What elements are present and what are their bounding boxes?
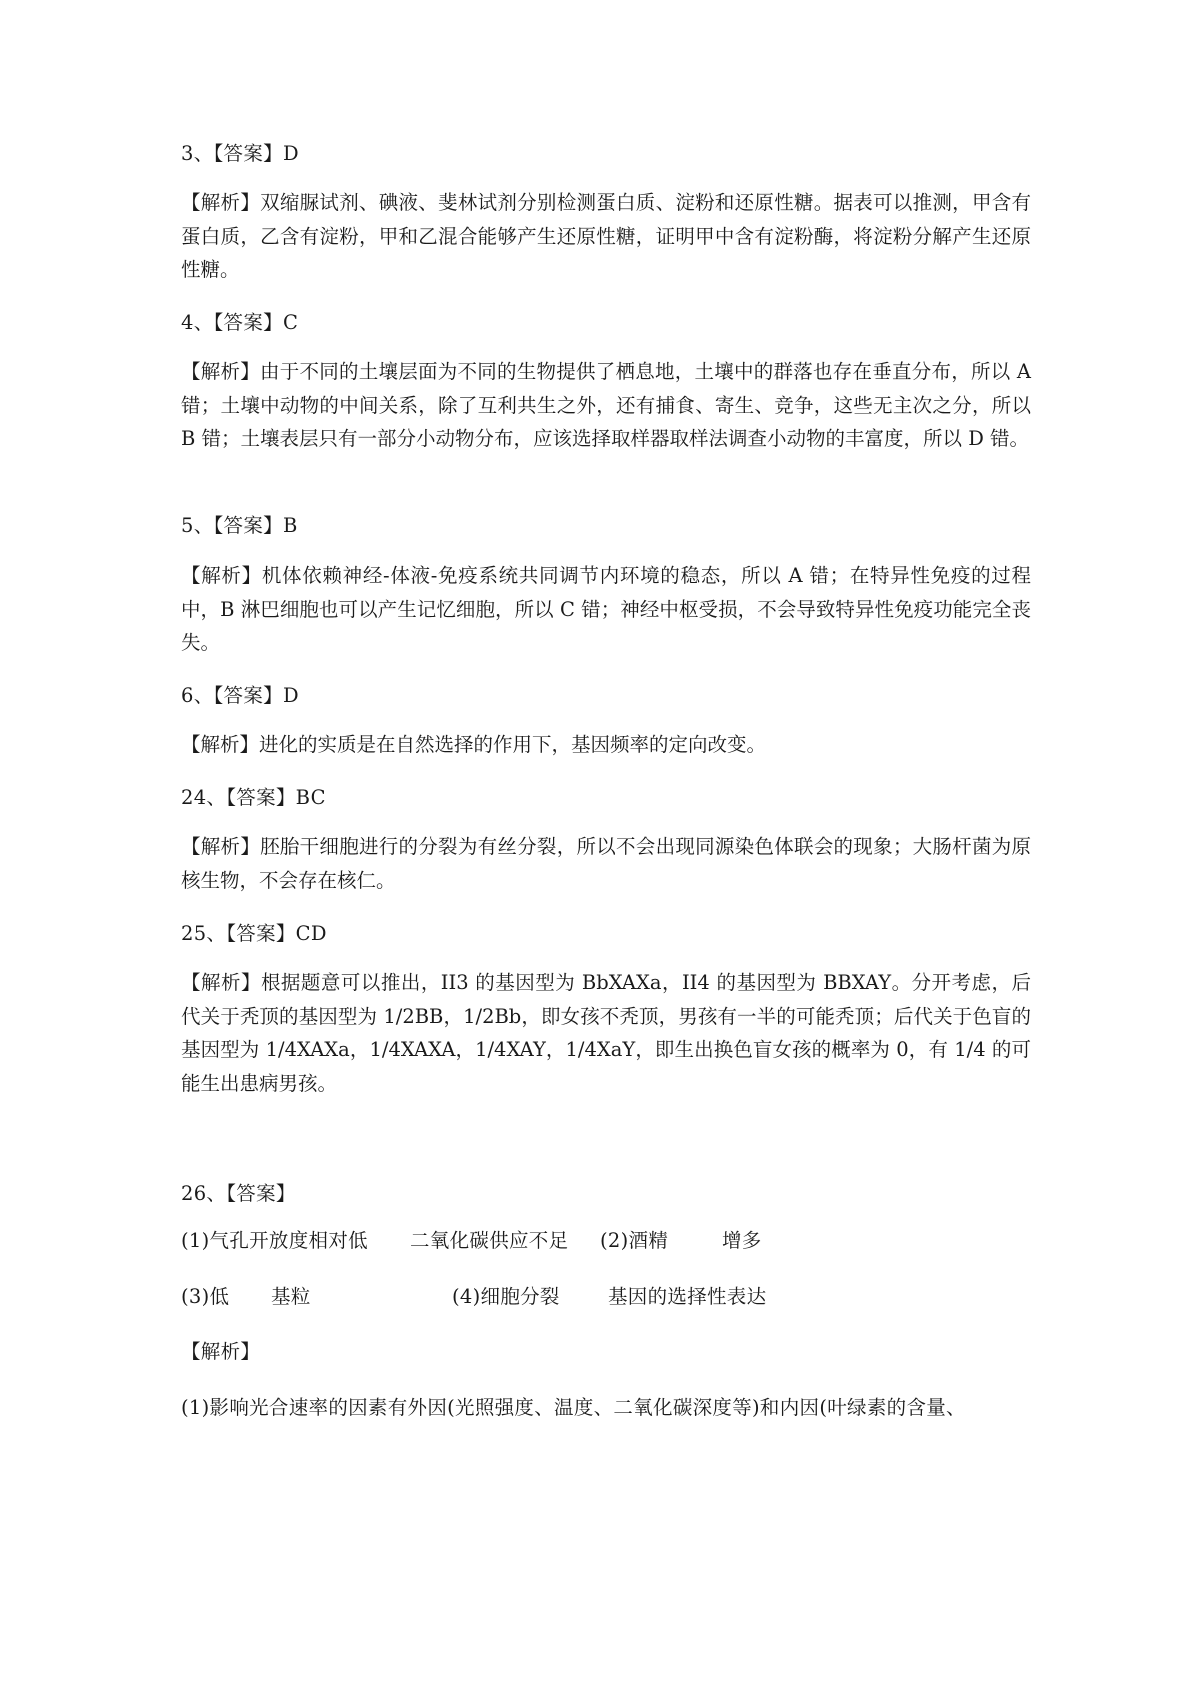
answer-q26: 26、【答案】	[181, 1182, 296, 1205]
q26-part2: (2)酒精	[600, 1229, 669, 1252]
q26-part2-second: 增多	[722, 1229, 762, 1252]
answer-q6: 6、【答案】D	[181, 684, 299, 707]
q26-part4-second: 基因的选择性表达	[608, 1285, 767, 1308]
answer-q5: 5、【答案】B	[181, 514, 298, 537]
q26-part1: (1)气孔开放度相对低	[181, 1229, 368, 1252]
analysis-q24: 【解析】胚胎干细胞进行的分裂为有丝分裂，所以不会出现同源染色体联会的现象；大肠杆菌为原核生物，不会存在核仁。	[181, 835, 1031, 892]
answer-q4: 4、【答案】C	[181, 311, 299, 334]
analysis-q6: 【解析】进化的实质是在自然选择的作用下，基因频率的定向改变。	[181, 733, 767, 756]
answer-q25: 25、【答案】CD	[181, 922, 327, 945]
q26-part3-second: 基粒	[271, 1285, 311, 1308]
answer-q24: 24、【答案】BC	[181, 786, 326, 809]
answer-q3: 3、【答案】D	[181, 142, 299, 165]
analysis-q3: 【解析】双缩脲试剂、碘液、斐林试剂分别检测蛋白质、淀粉和还原性糖。据表可以推测，甲含有蛋白质，乙含有淀粉，甲和乙混合能够产生还原性糖，证明甲中含有淀粉酶，将淀粉分解产生还原性糖。	[181, 191, 1031, 281]
analysis-label-q26: 【解析】	[181, 1340, 261, 1363]
analysis-q25: 【解析】根据题意可以推出，II3 的基因型为 BbXAXa，II4 的基因型为 BBXAY。分开考虑，后代关于秃顶的基因型为 1/2BB，1/2Bb，即女孩不秃顶，男孩有一半的可能秃顶；后代关于色盲的基因型为 1/4XAXa，1/4XAXA，1/4XAY，1/4XaY，即生出换色盲女孩的概率为 0，有 1/4 的可能生出患病男孩。	[181, 971, 1031, 1095]
analysis-q26-text: (1)影响光合速率的因素有外因(光照强度、温度、二氧化碳深度等)和内因(叶绿素的含量、	[181, 1396, 966, 1419]
q26-part4: (4)细胞分裂	[452, 1285, 560, 1308]
analysis-q5: 【解析】机体依赖神经-体液-免疫系统共同调节内环境的稳态，所以 A 错；在特异性免疫的过程中，B 淋巴细胞也可以产生记忆细胞，所以 C 错；神经中枢受损，不会导致特异性免疫功能完全丧失。	[181, 564, 1031, 654]
q26-part1-second: 二氧化碳供应不足	[410, 1229, 569, 1252]
q26-part3: (3)低	[181, 1285, 230, 1308]
analysis-q4: 【解析】由于不同的土壤层面为不同的生物提供了栖息地，土壤中的群落也存在垂直分布，所以 A 错；土壤中动物的中间关系，除了互利共生之外，还有捕食、寄生、竞争，这些无主次之分，所以 B 错；土壤表层只有一部分小动物分布，应该选择取样器取样法调查小动物的丰富度，所以 D 错。	[181, 360, 1031, 450]
